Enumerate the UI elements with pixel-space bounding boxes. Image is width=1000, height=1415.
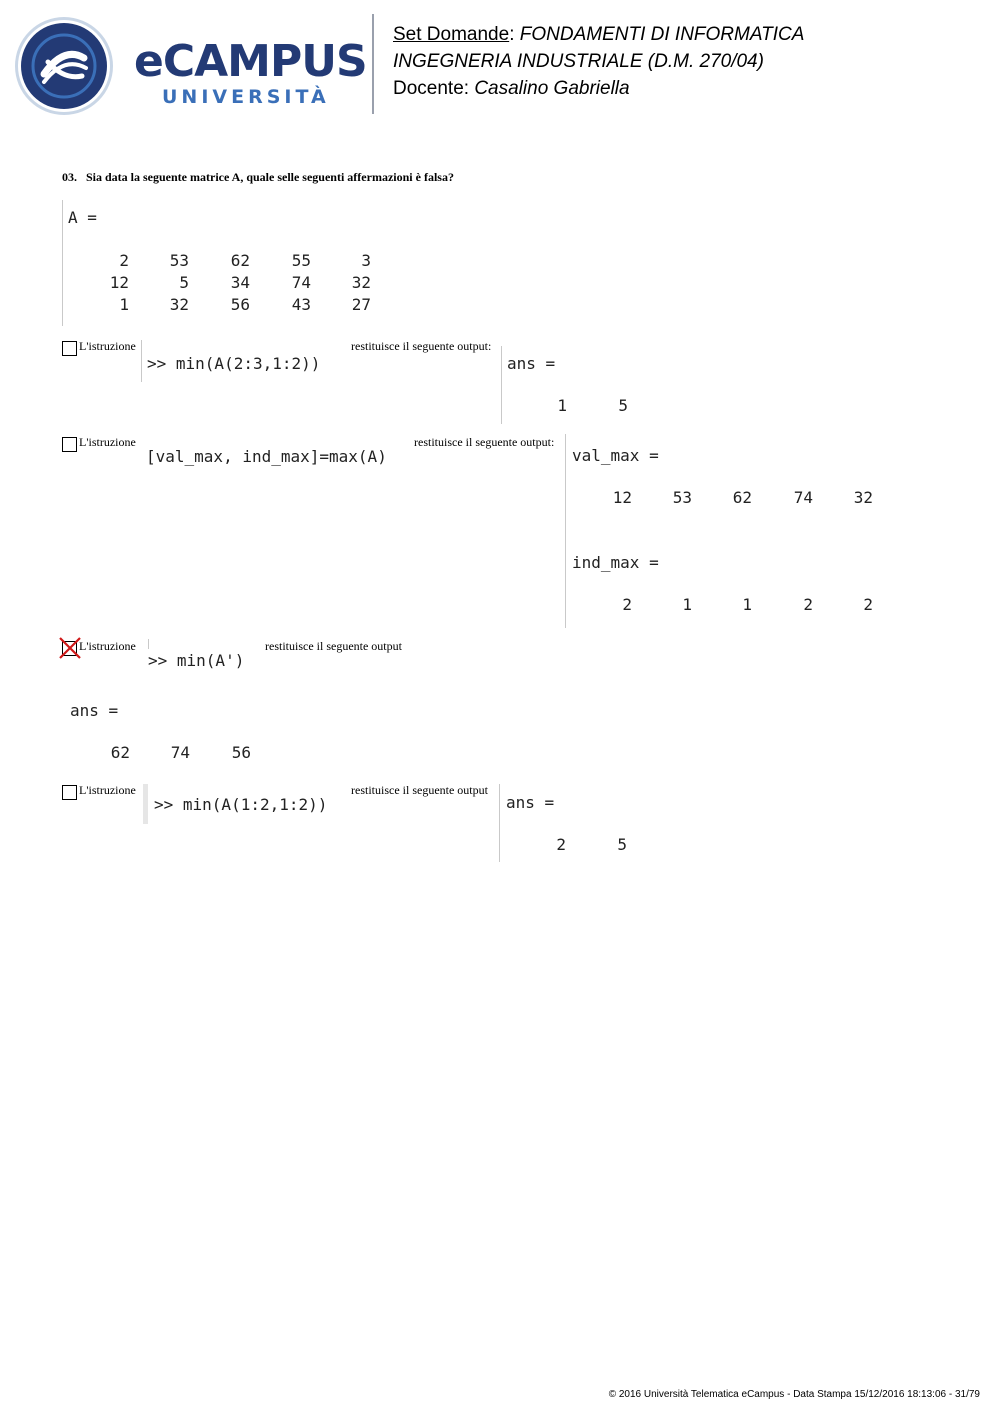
option-1-code-border xyxy=(141,340,142,382)
output-value: 56 xyxy=(231,743,251,762)
option-3-prefix: L'istruzione xyxy=(79,639,136,653)
option-2-suffix: restituisce il seguente output: xyxy=(414,435,555,449)
option-4-output-header: ans = xyxy=(506,793,555,812)
matrix-cell: 56 xyxy=(230,295,250,314)
option-1-output-header: ans = xyxy=(507,354,556,373)
option-1-command: >> min(A(2:3,1:2)) xyxy=(147,354,321,373)
output-value: 12 xyxy=(612,488,632,507)
option-3-code-border xyxy=(148,639,149,649)
output-value: 1 xyxy=(742,595,752,614)
matrix-cell: 43 xyxy=(291,295,311,314)
docente-label: Docente: xyxy=(393,78,470,99)
header-divider xyxy=(372,14,374,114)
course-title: FONDAMENTI DI INFORMATICA xyxy=(519,24,805,45)
option-1-prefix: L'istruzione xyxy=(79,339,136,353)
matrix-cell: 74 xyxy=(291,273,311,292)
matrix-cell: 55 xyxy=(291,251,311,270)
option-1-output-border xyxy=(501,346,502,424)
page-footer: © 2016 Università Telematica eCampus - Data Stampa 15/12/2016 18:13:06 - 31/79 xyxy=(608,1389,980,1400)
output-value: 2 xyxy=(863,595,873,614)
output-value: 1 xyxy=(557,396,567,415)
option-2-output-header: val_max = xyxy=(572,446,659,465)
option-2-output-header-2: ind_max = xyxy=(572,553,659,572)
output-value: 1 xyxy=(682,595,692,614)
option-4-prefix: L'istruzione xyxy=(79,783,136,797)
output-value: 2 xyxy=(556,835,566,854)
output-value: 2 xyxy=(803,595,813,614)
matrix-cell: 27 xyxy=(351,295,371,314)
matrix-cell: 32 xyxy=(351,273,371,292)
matrix-cell: 5 xyxy=(179,273,189,292)
matrix-header: A = xyxy=(68,208,97,227)
option-3-suffix: restituisce il seguente output xyxy=(265,639,402,653)
logo-subtitle: UNIVERSITÀ xyxy=(162,86,330,108)
option-4-suffix: restituisce il seguente output xyxy=(351,783,488,797)
matrix-cell: 3 xyxy=(361,251,371,270)
docente-name: Casalino Gabriella xyxy=(474,78,630,99)
matrix-cell: 1 xyxy=(119,295,129,314)
option-3-output-header: ans = xyxy=(70,701,119,720)
output-value: 53 xyxy=(672,488,692,507)
question-title xyxy=(62,170,454,185)
question-text: Sia data la seguente matrice A, quale selle seguenti affermazioni è falsa? xyxy=(86,170,454,184)
matrix-border xyxy=(62,200,63,326)
option-1-checkbox[interactable] xyxy=(62,341,77,356)
course-subtitle: INGEGNERIA INDUSTRIALE (D.M. 270/04) xyxy=(393,51,764,72)
option-3-command: >> min(A') xyxy=(148,651,245,670)
output-value: 62 xyxy=(732,488,752,507)
option-2-checkbox[interactable] xyxy=(62,437,77,452)
option-2-output-border xyxy=(565,434,566,628)
output-value: 74 xyxy=(793,488,813,507)
matrix-cell: 62 xyxy=(230,251,250,270)
matrix-cell: 12 xyxy=(109,273,129,292)
option-1-suffix: restituisce il seguente output: xyxy=(351,339,492,353)
ecampus-seal-logo xyxy=(14,16,114,116)
docente-line xyxy=(393,79,630,98)
matrix-cell: 32 xyxy=(169,295,189,314)
matrix-cell: 34 xyxy=(230,273,250,292)
question-number: 03. xyxy=(62,170,77,184)
option-2-prefix: L'istruzione xyxy=(79,435,136,449)
matrix-cell: 2 xyxy=(119,251,129,270)
logo-wordmark: eCAMPUS xyxy=(134,36,367,87)
course-line-2 xyxy=(393,52,764,71)
output-value: 5 xyxy=(617,835,627,854)
option-4-command: >> min(A(1:2,1:2)) xyxy=(154,795,328,814)
set-label: Set Domande xyxy=(393,24,510,45)
set-domande-line xyxy=(393,25,804,44)
option-2-command: [val_max, ind_max]=max(A) xyxy=(146,447,387,466)
option-4-code-border xyxy=(143,784,148,824)
set-colon: : xyxy=(509,24,515,45)
option-4-output-border xyxy=(499,784,500,862)
output-value: 62 xyxy=(110,743,130,762)
output-value: 74 xyxy=(170,743,190,762)
output-value: 32 xyxy=(853,488,873,507)
output-value: 5 xyxy=(618,396,628,415)
output-value: 2 xyxy=(622,595,632,614)
matrix-cell: 53 xyxy=(169,251,189,270)
option-4-checkbox[interactable] xyxy=(62,785,77,800)
